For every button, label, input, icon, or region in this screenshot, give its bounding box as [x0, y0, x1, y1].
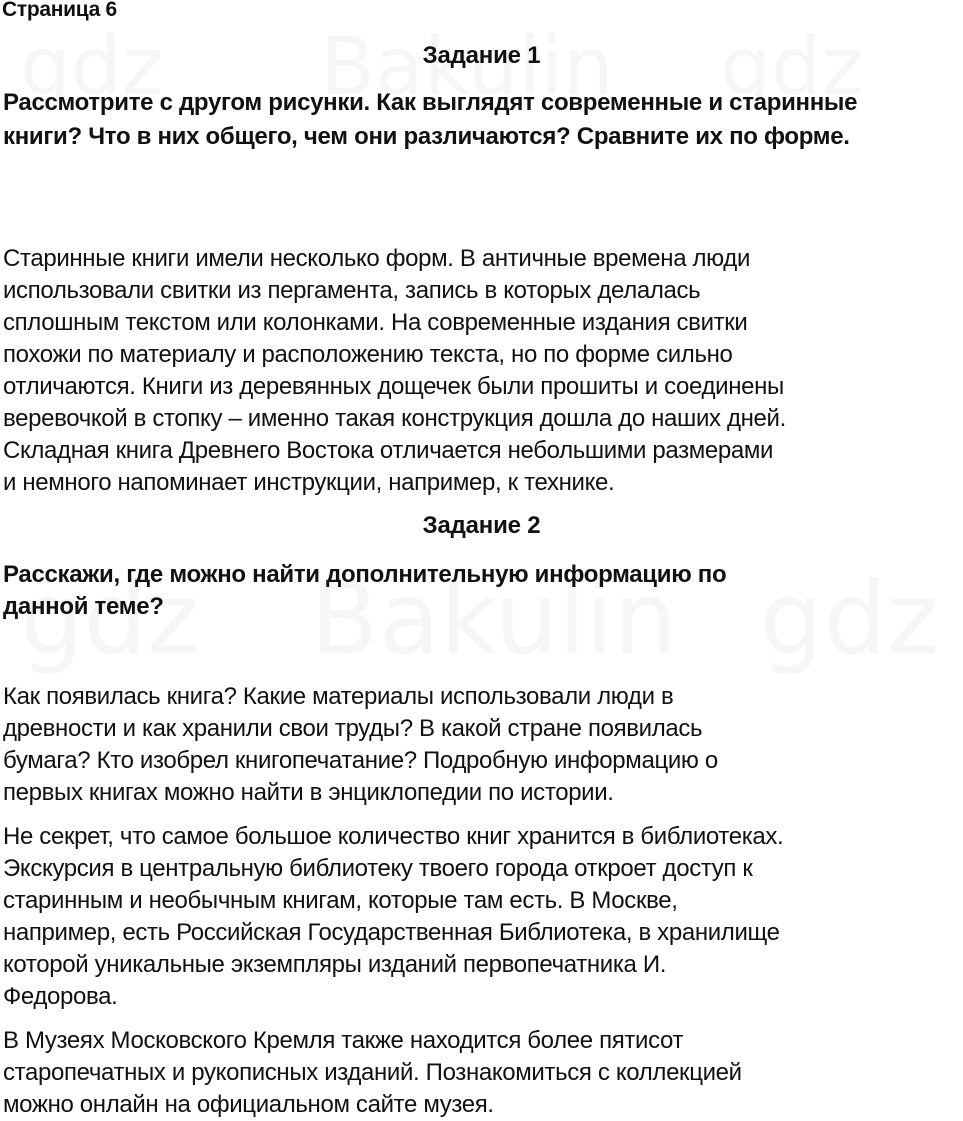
- task-1-question: Рассмотрите с другом рисунки. Как выглядят современные и старинные книги? Что в них общего, чем они различаются? Сравните их по форме.: [3, 89, 858, 150]
- answer-line: Как появилась книга? Какие материалы использовали люди в: [3, 683, 674, 710]
- answer-line: можно онлайн на официальном сайте музея.: [3, 1091, 494, 1118]
- task-2-question-line: данной теме?: [3, 593, 164, 620]
- answer-line: Федорова.: [3, 983, 118, 1010]
- page-label: Страница 6: [2, 0, 117, 21]
- answer-line: старопечатных и рукописных изданий. Познакомиться с коллекцией: [3, 1059, 742, 1086]
- task-2-question-line: Расскажи, где можно найти дополнительную информацию по: [3, 561, 727, 588]
- answer-line: которой уникальные экземпляры изданий первопечатника И.: [3, 951, 667, 978]
- answer-line: Складная книга Древнего Востока отличается небольшими размерами: [3, 437, 774, 464]
- answer-line: первых книгах можно найти в энциклопедии по истории.: [3, 779, 614, 806]
- answer-line: старинным и необычным книгам, которые там есть. В Москве,: [3, 887, 678, 914]
- answer-line: Экскурсия в центральную библиотеку твоего города откроет доступ к: [3, 855, 753, 882]
- answer-line: бумага? Кто изобрел книгопечатание? Подробную информацию о: [3, 747, 718, 774]
- answer-line: похожи по материалу и расположению текста, но по форме сильно: [3, 341, 733, 368]
- answer-line: сплошным текстом или колонками. На современные издания свитки: [3, 309, 748, 336]
- answer-line: веревочкой в стопку – именно такая конструкция дошла до наших дней.: [3, 405, 786, 432]
- answer-line: Не секрет, что самое большое количество книг хранится в библиотеках.: [3, 823, 784, 850]
- answer-line: древности и как хранили свои труды? В какой стране появилась: [3, 715, 703, 742]
- answer-line: Старинные книги имели несколько форм. В античные времена люди: [3, 245, 751, 272]
- answer-line: например, есть Российская Государственная Библиотека, в хранилище: [3, 919, 780, 946]
- task-1-title: Задание 1: [422, 42, 541, 69]
- answer-line: отличаются. Книги из деревянных дощечек были прошиты и соединены: [3, 373, 784, 400]
- answer-line: и немного напоминает инструкции, например, к технике.: [3, 469, 615, 496]
- answer-line: В Музеях Московского Кремля также находится более пятисот: [3, 1027, 684, 1054]
- task-2-title: Задание 2: [422, 512, 541, 539]
- answer-line: использовали свитки из пергамента, запись в которых делалась: [3, 277, 701, 304]
